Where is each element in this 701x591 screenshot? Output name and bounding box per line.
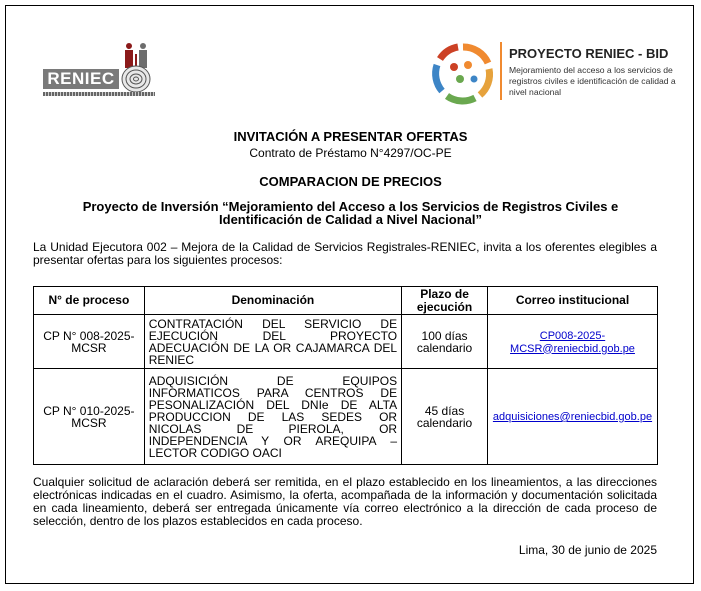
- reniec-logo-word: RENIEC: [43, 69, 119, 89]
- process-denomination: CONTRATACIÓN DEL SERVICIO DE EJECUCIÓN DEL PROYECTO ADECUACIÓN DE LA OR CAJAMARCA DEL RENIEC: [144, 315, 401, 369]
- procurement-method: COMPARACION DE PRECIOS: [259, 174, 442, 189]
- fingerprint-icon: [119, 64, 153, 94]
- email-link[interactable]: CP008-2025-MCSR@reniecbid.gob.pe: [510, 329, 635, 355]
- logo-divider: [500, 42, 502, 100]
- project-name-line-2: Identificación de Calidad a Nivel Nacional”: [219, 212, 482, 227]
- project-name: [0, 200, 701, 226]
- contract-number: Contrato de Préstamo N°4297/OC-PE: [249, 146, 452, 160]
- process-table: [33, 286, 658, 465]
- email-link[interactable]: adquisiciones@reniecbid.gob.pe: [492, 411, 653, 423]
- table-row: [34, 315, 658, 369]
- header-institutional-email: Correo institucional: [487, 287, 657, 315]
- email-cell: [487, 315, 657, 369]
- project-logo-title: PROYECTO RENIEC - BID: [509, 46, 669, 61]
- table-row: [34, 369, 658, 465]
- intro-paragraph: La Unidad Ejecutora 002 – Mejora de la Calidad de Servicios Registrales-RENIEC, invita a los oferentes elegibles a presentar ofertas para los siguientes procesos:: [33, 240, 657, 267]
- process-denomination: ADQUISICIÓN DE EQUIPOS INFORMATICOS PARA CENTROS DE PESONALIZACIÓN DEL DNIe DE ALTA PRODUCCION DE LAS SEDES OR NICOLAS DE PIEROLA, OR INDEPENDENCIA Y OR AREQUIPA – LECTOR CODIGO OACI: [144, 369, 401, 465]
- reniec-logo-tagline-bar: [43, 92, 155, 96]
- email-cell: [487, 369, 657, 465]
- header-denomination: Denominación: [144, 287, 401, 315]
- execution-term: 45 días calendario: [402, 369, 488, 465]
- execution-term: 100 días calendario: [402, 315, 488, 369]
- reniec-logo: [43, 42, 155, 104]
- project-emblem-icon: [430, 41, 496, 107]
- closing-paragraph: Cualquier solicitud de aclaración deberá ser remitida, en el plazo establecido en los lineamientos, a las direcciones electrónicas indicadas en el cuadro. Asimismo, la oferta, acompañada de la información y documentación solicitada en cada lineamiento, deberá ser entregada únicamente vía correo electrónico a la dirección de cada proceso de selección, dentro de los plazos establecidos en cada proceso.: [33, 475, 657, 528]
- process-number: CP N° 010-2025-MCSR: [34, 369, 145, 465]
- header-process-number: N° de proceso: [34, 287, 145, 315]
- header-execution-term: Plazo de ejecución: [402, 287, 488, 315]
- project-logo-subtitle: Mejoramiento del acceso a los servicios de registros civiles e identificación de calidad a nivel nacional: [509, 65, 676, 97]
- process-number: CP N° 008-2025-MCSR: [34, 315, 145, 369]
- document-title: INVITACIÓN A PRESENTAR OFERTAS: [233, 129, 468, 144]
- proyecto-reniec-bid-logo: [430, 40, 676, 106]
- document-date: Lima, 30 de junio de 2025: [518, 543, 657, 557]
- table-header-row: [34, 287, 658, 315]
- project-name-line-1: Proyecto de Inversión “Mejoramiento del Acceso a los Servicios de Registros Civiles e: [82, 199, 619, 214]
